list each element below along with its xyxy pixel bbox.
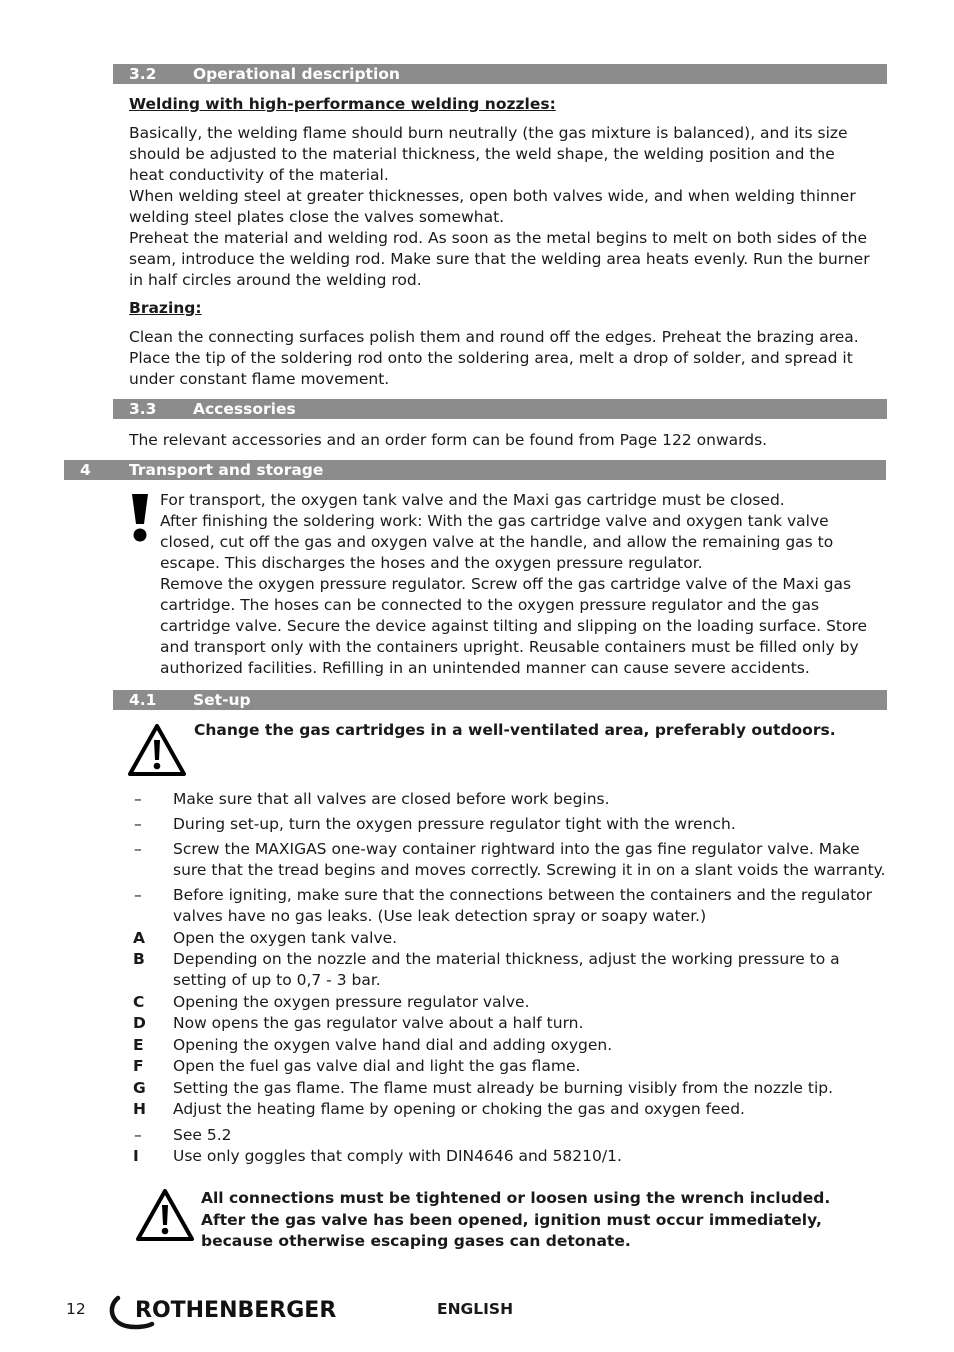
list-item <box>129 1056 889 1077</box>
list-item <box>129 992 889 1013</box>
list-marker: E <box>133 1036 144 1054</box>
list-text: Open the oxygen tank valve. <box>173 929 398 947</box>
warning-line-1: All connections must be tightened or loosen using the wrench included. <box>201 1189 831 1207</box>
section-title: Transport and storage <box>129 461 324 479</box>
list-text: Adjust the heating flame by opening or choking the gas and oxygen feed. <box>173 1100 745 1118</box>
list-text: Opening the oxygen pressure regulator valve. <box>173 993 530 1011</box>
list-text: During set-up, turn the oxygen pressure regulator tight with the wrench. <box>173 815 736 833</box>
list-marker: I <box>133 1147 139 1165</box>
list-item <box>129 789 889 810</box>
section-number: 4 <box>80 461 91 479</box>
list-text: Setting the gas flame. The flame must already be burning visibly from the nozzle tip. <box>173 1079 834 1097</box>
list-marker: – <box>134 790 142 808</box>
list-item <box>129 1099 889 1120</box>
list-marker: H <box>133 1100 146 1118</box>
welding-paragraph-3: Preheat the material and welding rod. As soon as the metal begins to melt on both sides of the seam, introduce the welding rod. Make sure that the welding area heats evenly. Run the burner in half circles around the welding rod. <box>129 229 870 289</box>
welding-heading: Welding with high-performance welding nozzles: <box>129 95 556 113</box>
list-text: Open the fuel gas valve dial and light the gas flame. <box>173 1057 581 1075</box>
list-text: Make sure that all valves are closed before work begins. <box>173 790 610 808</box>
list-marker: – <box>134 840 142 858</box>
accessories-text: The relevant accessories and an order form can be found from Page 122 onwards. <box>129 431 768 449</box>
brazing-paragraph-1: Clean the connecting surfaces polish them and round off the edges. Preheat the brazing area. Place the tip of the soldering rod onto the soldering area, melt a drop of solder, and spread it under constant flame movement. <box>129 328 859 388</box>
section-header-4 <box>64 460 886 480</box>
list-item <box>129 814 889 835</box>
list-marker: C <box>133 993 145 1011</box>
section-title: Operational description <box>193 65 400 83</box>
section-number: 4.1 <box>129 691 157 709</box>
list-item <box>129 928 889 949</box>
section-number: 3.3 <box>129 400 157 418</box>
list-item <box>129 949 889 991</box>
list-text: Use only goggles that comply with DIN4646 and 58210/1. <box>173 1147 622 1165</box>
list-item <box>129 1125 889 1146</box>
page-number: 12 <box>66 1300 86 1318</box>
list-item <box>129 1078 889 1099</box>
list-text: Screw the MAXIGAS one-way container rightward into the gas fine regulator valve. Make sure that the tread begins and moves correctly. Screwing it in on a slant voids the warranty. <box>173 840 886 879</box>
language-label: ENGLISH <box>437 1300 514 1318</box>
list-item <box>129 1013 889 1034</box>
list-text: See 5.2 <box>173 1126 232 1144</box>
brand-name: ROTHENBERGER <box>135 1298 337 1323</box>
setup-warning: Change the gas cartridges in a well-ventilated area, preferably outdoors. <box>194 721 836 739</box>
list-marker: – <box>134 886 142 904</box>
list-marker: – <box>134 1126 142 1144</box>
warning-triangle-icon <box>134 1187 196 1243</box>
section-header-4-1 <box>113 690 887 710</box>
list-item <box>129 839 889 881</box>
section-header-3-2 <box>113 64 887 84</box>
exclamation-icon <box>128 492 152 544</box>
transport-note <box>160 490 888 679</box>
transport-paragraph-2: After finishing the soldering work: With the gas cartridge valve and oxygen tank valve closed, cut off the gas and oxygen valve at the handle, and allow the remaining gas to escape. This discharges the hoses and the oxygen pressure regulator. <box>160 512 834 572</box>
list-marker: B <box>133 950 145 968</box>
list-item <box>129 885 889 927</box>
list-text: Before igniting, make sure that the connections between the containers and the regulator valves have no gas leaks. (Use leak detection spray or soapy water.) <box>173 886 873 925</box>
welding-paragraph-1: Basically, the welding flame should burn neutrally (the gas mixture is balanced), and its size should be adjusted to the material thickness, the weld shape, the welding position and the heat conductivity of the material. <box>129 124 848 184</box>
list-text: Now opens the gas regulator valve about a half turn. <box>173 1014 584 1032</box>
connections-warning <box>201 1188 891 1253</box>
warning-line-2: After the gas valve has been opened, ignition must occur immediately, because otherwise escaping gases can detonate. <box>201 1210 822 1250</box>
warning-triangle-icon <box>126 722 188 778</box>
section-title: Accessories <box>193 400 296 418</box>
rothenberger-logo <box>106 1294 346 1332</box>
list-text: Depending on the nozzle and the material thickness, adjust the working pressure to a setting of up to 0,7 - 3 bar. <box>173 950 840 989</box>
list-item <box>129 1035 889 1056</box>
list-marker: G <box>133 1079 146 1097</box>
section-header-3-3 <box>113 399 887 419</box>
list-text: Opening the oxygen valve hand dial and adding oxygen. <box>173 1036 613 1054</box>
brazing-body <box>129 327 874 390</box>
transport-paragraph-3: Remove the oxygen pressure regulator. Screw off the gas cartridge valve of the Maxi gas cartridge. The hoses can be connected to the oxygen pressure regulator and the gas cartridge valve. Secure the device against tilting and slipping on the loading surface. Store and transport only with the containers upright. Reusable containers must be filled only by authorized facilities. Refilling in an unintended manner can cause severe accidents. <box>160 575 868 677</box>
list-item <box>129 1146 889 1167</box>
section-number: 3.2 <box>129 65 157 83</box>
list-marker: D <box>133 1014 146 1032</box>
transport-paragraph-1: For transport, the oxygen tank valve and the Maxi gas cartridge must be closed. <box>160 491 785 509</box>
list-marker: – <box>134 815 142 833</box>
welding-paragraph-2: When welding steel at greater thicknesses, open both valves wide, and when welding thinner welding steel plates close the valves somewhat. <box>129 187 856 226</box>
brazing-heading: Brazing: <box>129 299 202 317</box>
list-marker: F <box>133 1057 144 1075</box>
section-title: Set-up <box>193 691 251 709</box>
welding-body <box>129 123 874 291</box>
list-marker: A <box>133 929 145 947</box>
